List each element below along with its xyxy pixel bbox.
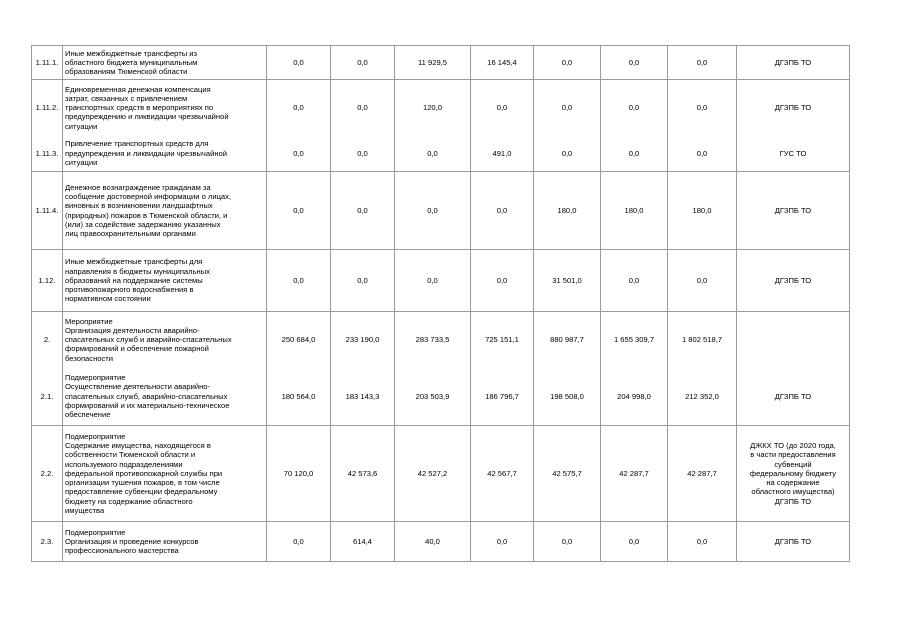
row-value-year-4: 0,0 — [471, 172, 534, 250]
row-executor: ДГЗПБ ТО — [737, 368, 850, 426]
row-value-year-5: 880 987,7 — [534, 312, 601, 368]
row-value-year-2: 0,0 — [331, 172, 395, 250]
row-value-year-3: 283 733,5 — [395, 312, 471, 368]
row-value-year-1: 0,0 — [267, 136, 331, 172]
row-value-year-5: 42 575,7 — [534, 426, 601, 522]
row-value-year-5: 0,0 — [534, 136, 601, 172]
row-value-year-2: 42 573,6 — [331, 426, 395, 522]
row-executor — [737, 312, 850, 368]
row-value-year-1: 0,0 — [267, 46, 331, 80]
row-value-year-7: 42 287,7 — [668, 426, 737, 522]
row-value-year-6: 180,0 — [601, 172, 668, 250]
row-value-year-2: 0,0 — [331, 250, 395, 312]
row-value-year-1: 180 564,0 — [267, 368, 331, 426]
row-value-year-4: 0,0 — [471, 522, 534, 562]
row-value-year-1: 250 684,0 — [267, 312, 331, 368]
row-value-year-6: 204 998,0 — [601, 368, 668, 426]
row-name: Подмероприятие Содержание имущества, находящегося в собственности Тюменской области и используемого подразделениями федеральной противопожарной службы при организации тушения пожаров, в том числе предоставление субвенции федеральному бюджету на содержание областного имущества — [63, 426, 267, 522]
row-value-year-6: 0,0 — [601, 522, 668, 562]
row-value-year-3: 11 929,5 — [395, 46, 471, 80]
row-value-year-2: 233 190,0 — [331, 312, 395, 368]
row-executor: ДГЗПБ ТО — [737, 172, 850, 250]
row-number: 2.2. — [32, 426, 63, 522]
row-executor: ДЖКХ ТО (до 2020 года, в части предоставления субвенций федеральному бюджету на содержание областного имущества) ДГЗПБ ТО — [737, 426, 850, 522]
row-value-year-1: 0,0 — [267, 80, 331, 136]
row-value-year-4: 42 567,7 — [471, 426, 534, 522]
row-number: 1.11.3. — [32, 136, 63, 172]
table-row — [32, 136, 850, 172]
row-name: Иные межбюджетные трансферты для направления в бюджеты муниципальных образований на поддержание системы противопожарного водоснабжения в нормативном состоянии — [63, 250, 267, 312]
row-value-year-4: 491,0 — [471, 136, 534, 172]
row-value-year-3: 203 503,9 — [395, 368, 471, 426]
row-value-year-7: 0,0 — [668, 80, 737, 136]
row-name: Единовременная денежная компенсация затрат, связанных с привлечением транспортных средств в мероприятиях по предупреждению и ликвидации чрезвычайной ситуации — [63, 80, 267, 136]
row-value-year-6: 0,0 — [601, 250, 668, 312]
table-row — [32, 426, 850, 522]
row-value-year-3: 40,0 — [395, 522, 471, 562]
row-value-year-7: 0,0 — [668, 136, 737, 172]
row-value-year-3: 42 527,2 — [395, 426, 471, 522]
row-value-year-2: 0,0 — [331, 136, 395, 172]
row-value-year-2: 183 143,3 — [331, 368, 395, 426]
row-name: Подмероприятие Организация и проведение конкурсов профессионального мастерства — [63, 522, 267, 562]
row-value-year-5: 0,0 — [534, 46, 601, 80]
row-value-year-1: 0,0 — [267, 250, 331, 312]
row-value-year-6: 0,0 — [601, 80, 668, 136]
table-body — [32, 46, 850, 562]
row-value-year-6: 0,0 — [601, 136, 668, 172]
table-row — [32, 312, 850, 368]
row-value-year-3: 120,0 — [395, 80, 471, 136]
row-value-year-6: 42 287,7 — [601, 426, 668, 522]
row-value-year-6: 0,0 — [601, 46, 668, 80]
row-value-year-5: 31 501,0 — [534, 250, 601, 312]
row-number: 2.1. — [32, 368, 63, 426]
row-value-year-1: 0,0 — [267, 522, 331, 562]
row-value-year-2: 0,0 — [331, 80, 395, 136]
row-value-year-6: 1 655 309,7 — [601, 312, 668, 368]
row-executor: ДГЗПБ ТО — [737, 80, 850, 136]
program-table — [31, 45, 850, 562]
row-executor: ДГЗПБ ТО — [737, 522, 850, 562]
row-value-year-7: 180,0 — [668, 172, 737, 250]
row-value-year-7: 0,0 — [668, 46, 737, 80]
row-value-year-3: 0,0 — [395, 250, 471, 312]
row-value-year-2: 614,4 — [331, 522, 395, 562]
row-number: 1.11.1. — [32, 46, 63, 80]
row-value-year-5: 0,0 — [534, 80, 601, 136]
row-value-year-7: 1 802 518,7 — [668, 312, 737, 368]
row-number: 1.11.2. — [32, 80, 63, 136]
row-number: 1.12. — [32, 250, 63, 312]
row-executor: ДГЗПБ ТО — [737, 46, 850, 80]
row-value-year-5: 198 508,0 — [534, 368, 601, 426]
table-row — [32, 172, 850, 250]
row-value-year-2: 0,0 — [331, 46, 395, 80]
row-name: Денежное вознаграждение гражданам за сообщение достоверной информации о лицах, виновных в возникновении ландшафтных (природных) пожаров в Тюменской области, и (или) за содействие задержанию указанных лиц правоохранительными органами — [63, 172, 267, 250]
table-row — [32, 522, 850, 562]
row-value-year-1: 0,0 — [267, 172, 331, 250]
row-name: Подмероприятие Осуществление деятельности аварийно- спасательных служб, аварийно-спасательных формирований и их материально-техническое обеспечение — [63, 368, 267, 426]
table-row — [32, 250, 850, 312]
row-value-year-4: 186 796,7 — [471, 368, 534, 426]
row-name: Привлечение транспортных средств для предупреждения и ликвидации чрезвычайной ситуации — [63, 136, 267, 172]
row-value-year-1: 70 120,0 — [267, 426, 331, 522]
row-number: 2. — [32, 312, 63, 368]
row-value-year-3: 0,0 — [395, 172, 471, 250]
row-value-year-4: 725 151,1 — [471, 312, 534, 368]
row-value-year-7: 0,0 — [668, 250, 737, 312]
row-value-year-4: 16 145,4 — [471, 46, 534, 80]
row-value-year-5: 0,0 — [534, 522, 601, 562]
table-row — [32, 80, 850, 136]
row-executor: ГУС ТО — [737, 136, 850, 172]
row-value-year-7: 0,0 — [668, 522, 737, 562]
row-value-year-3: 0,0 — [395, 136, 471, 172]
row-number: 1.11.4. — [32, 172, 63, 250]
row-name: Иные межбюджетные трансферты из областного бюджета муниципальным образованиям Тюменской области — [63, 46, 267, 80]
row-value-year-5: 180,0 — [534, 172, 601, 250]
row-executor: ДГЗПБ ТО — [737, 250, 850, 312]
row-number: 2.3. — [32, 522, 63, 562]
table-row — [32, 368, 850, 426]
row-value-year-4: 0,0 — [471, 80, 534, 136]
row-value-year-4: 0,0 — [471, 250, 534, 312]
row-name: Мероприятие Организация деятельности аварийно- спасательных служб и аварийно-спасательных формирований и обеспечение пожарной безопасности — [63, 312, 267, 368]
table-row — [32, 46, 850, 80]
row-value-year-7: 212 352,0 — [668, 368, 737, 426]
